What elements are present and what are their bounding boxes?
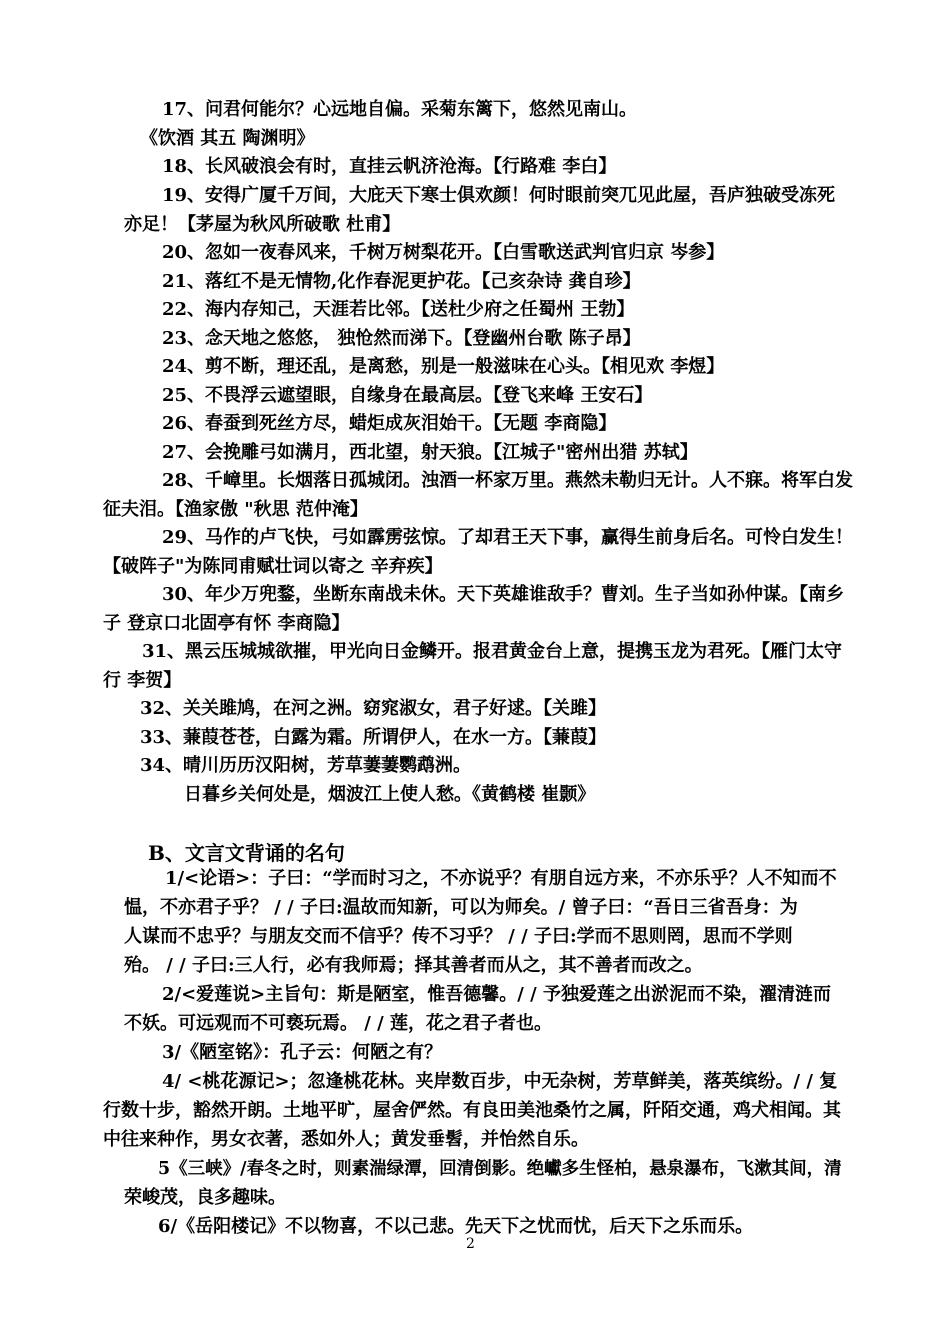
classical-line: 行数十步，豁然开朗。土地平旷，屋舍俨然。有良田美池桑竹之属，阡陌交通，鸡犬相闻。其 [103, 1100, 841, 1121]
classical-line: 3/《陋室铭》：孔子云：何陋之有？ [162, 1042, 443, 1063]
poem-line: 【破阵子"为陈同甫赋壮词以寄之 辛弃疾】 [103, 556, 443, 577]
poem-line: 18、长风破浪会有时，直挂云帆济沧海。【行路难 李白】 [162, 156, 617, 177]
classical-line: 中往来种作，男女衣著，悉如外人；黄发垂髫，并怡然自乐。 [103, 1129, 589, 1150]
poem-line: 22、海内存知己，天涯若比邻。【送杜少府之任蜀州 王勃】 [162, 299, 635, 320]
poem-line: 27、会挽雕弓如满月，西北望，射天狼。【江城子"密州出猎 苏轼】 [162, 442, 698, 463]
poem-line: 19、安得广厦千万间，大庇天下寒士俱欢颜！何时眼前突兀见此屋，吾庐独破受冻死 [162, 185, 836, 206]
poem-line: 《饮酒 其五 陶渊明》 [140, 128, 315, 149]
poem-line: 日暮乡关何处是，烟波江上使人愁。《黄鹤楼 崔颢》 [184, 784, 596, 805]
classical-line: 荣峻茂，良多趣味。 [124, 1187, 286, 1208]
poem-line: 20、忽如一夜春风来，千树万树梨花开。【白雪歌送武判官归京 岑参】 [162, 242, 725, 263]
page-number: 2 [466, 1236, 475, 1252]
poem-line: 32、关关雎鸠，在河之洲。窈窕淑女，君子好逑。【关雎】 [140, 698, 607, 719]
classical-line: 5《三峡》/春冬之时，则素湍绿潭，回清倒影。绝巘多生怪柏，悬泉瀑布，飞漱其间，清 [158, 1159, 842, 1179]
classical-line: 不妖。可远观而不可亵玩焉。 / / 莲，花之君子者也。 [124, 1013, 552, 1034]
poem-line: 征夫泪。【渔家傲 "秋思 范仲淹】 [103, 499, 368, 520]
poem-line: 26、春蚕到死丝方尽，蜡炬成灰泪始干。【无题 李商隐】 [162, 413, 617, 434]
poem-line: 21、落红不是无情物,化作春泥更护花。【己亥杂诗 龚自珍】 [162, 271, 641, 292]
classical-line: 人谋而不忠乎？与朋友交而不信乎？传不习乎？ / / 子曰:学而不思则罔，思而不学则 [124, 926, 793, 947]
classical-line: 4/ <桃花源记>；忽逢桃花林。夹岸数百步，中无杂树，芳草鲜美，落英缤纷。/ / 复 [162, 1071, 838, 1092]
classical-line: 殆。 / / 子曰:三人行，必有我师焉；择其善者而从之，其不善者而改之。 [124, 955, 703, 976]
poem-line: 子 登京口北固亭有怀 李商隐】 [103, 613, 350, 634]
poem-line: 34、晴川历历汉阳树，芳草萋萋鹦鹉洲。 [140, 755, 472, 776]
poem-line: 24、剪不断，理还乱，是离愁，别是一般滋味在心头。【相见欢 李煜】 [162, 356, 725, 377]
poem-line: 28、千嶂里。长烟落日孤城闭。浊酒一杯家万里。燕然未勒归无计。人不寐。将军白发 [162, 470, 854, 491]
poem-line: 行 李贺】 [103, 670, 182, 691]
poem-line: 33、蒹葭苍苍，白露为霜。所谓伊人，在水一方。【蒹葭】 [140, 727, 607, 748]
poem-line: 30、年少万兜鍪，坐断东南战未休。天下英雄谁敌手？曹刘。生子当如孙仲谋。【南乡 [162, 584, 845, 605]
poem-line: 亦足！【茅屋为秋风所破歌 杜甫】 [124, 214, 401, 235]
classical-line: 6/《岳阳楼记》不以物喜，不以己悲。先天下之忧而忧，后天下之乐而乐。 [158, 1216, 754, 1237]
section-title: B、文言文背诵的名句 [148, 841, 345, 865]
poem-line: 17、问君何能尔？心远地自偏。采菊东篱下，悠然见南山。 [162, 99, 638, 120]
classical-line: 2/<爱莲说>主旨句：斯是陋室，惟吾德馨。/ / 予独爱莲之出淤泥而不染，濯清涟而 [162, 984, 831, 1005]
poem-line: 25、不畏浮云遮望眼，自缘身在最高层。【登飞来峰 王安石】 [162, 385, 653, 406]
classical-line: 1/<论语>：子曰：“学而时习之，不亦说乎？有朋自远方来，不亦乐乎？人不知而不 [165, 868, 837, 889]
classical-line: 愠，不亦君子乎？ / / 子曰:温故而知新，可以为师矣。/ 曾子曰：“吾日三省吾身：为 [124, 897, 798, 918]
poem-line: 29、马作的卢飞快，弓如霹雳弦惊。了却君王天下事，赢得生前身后名。可怜白发生！ [162, 527, 854, 548]
poem-line: 23、念天地之悠悠， 独怆然而涕下。【登幽州台歌 陈子昂】 [162, 328, 641, 349]
poem-line: 31、黑云压城城欲摧，甲光向日金鳞开。报君黄金台上意，提携玉龙为君死。【雁门太守 [142, 641, 843, 662]
